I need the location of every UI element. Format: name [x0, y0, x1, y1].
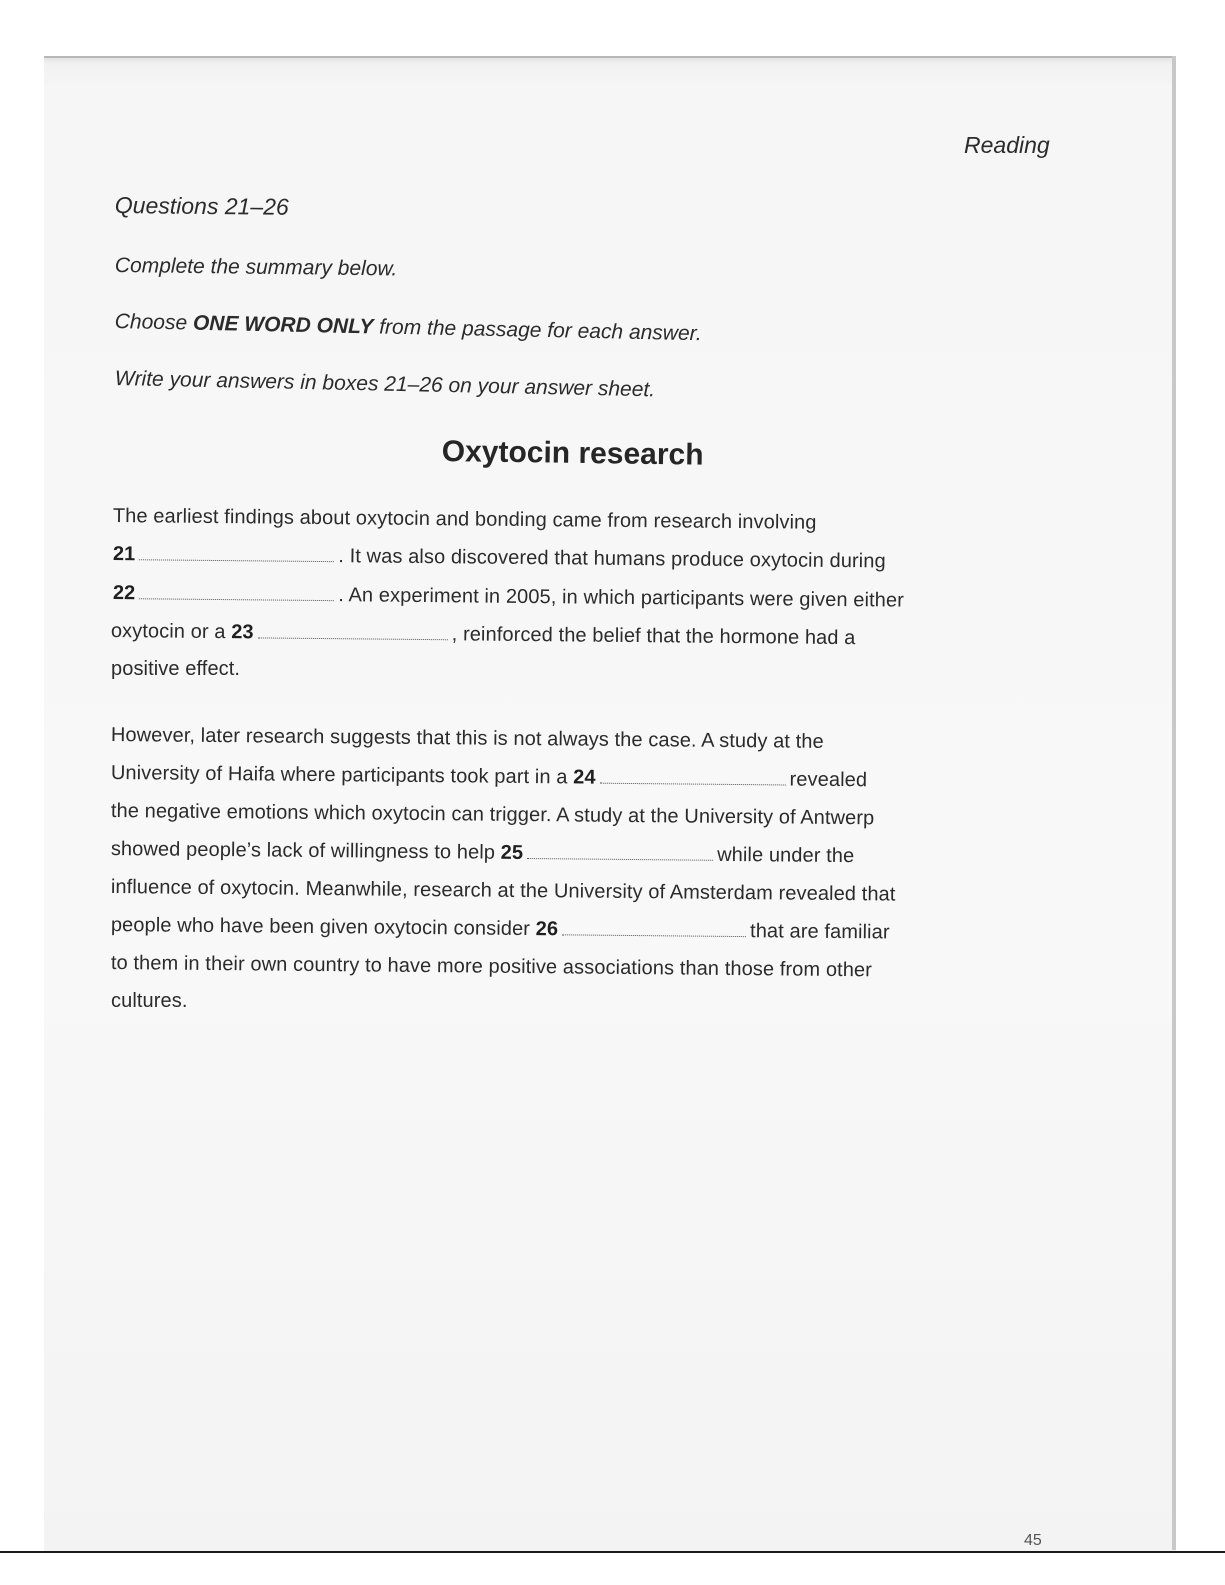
p2-line4-pre: showed people’s lack of willingness to help — [110, 838, 501, 864]
answer-blank-21[interactable] — [139, 545, 334, 562]
gap-number-25: 25 — [500, 841, 524, 864]
gap-number-22: 22 — [112, 582, 136, 605]
instruction-choose-prefix: Choose — [114, 310, 194, 335]
instruction-choose-suffix: from the passage for each answer. — [373, 315, 702, 346]
gap-number-21: 21 — [112, 543, 136, 566]
p2-line5: influence of oxytocin. Meanwhile, research at the University of Amsterdam revealed that — [110, 876, 896, 906]
p1-line3-rest: . An experiment in 2005, in which participants were given either — [338, 584, 905, 612]
p2-line8: cultures. — [111, 990, 188, 1012]
gap-number-26: 26 — [535, 918, 559, 941]
p2-line4-rest: while under the — [717, 843, 855, 868]
instruction-write: Write your answers in boxes 21–26 on your answer sheet. — [114, 367, 656, 402]
bottom-divider — [0, 1551, 1225, 1553]
instruction-choose-bold: ONE WORD ONLY — [192, 311, 374, 339]
p2-line2-rest: revealed — [789, 768, 868, 792]
page-number: 45 — [1024, 1532, 1042, 1549]
answer-blank-26[interactable] — [562, 920, 746, 937]
p1-line4-rest: , reinforced the belief that the hormone had a — [451, 623, 856, 650]
p2-line7: to them in their own country to have more positive associations than those from other — [110, 952, 873, 982]
gap-number-23: 23 — [231, 621, 254, 644]
answer-blank-25[interactable] — [527, 844, 713, 861]
page-edge-shadow — [1172, 56, 1176, 1550]
answer-blank-23[interactable] — [258, 623, 448, 640]
p2-line6-rest: that are familiar — [750, 920, 890, 944]
questions-label: Questions 21–26 — [114, 192, 289, 220]
instruction-complete: Complete the summary below. — [114, 254, 398, 281]
p2-line1: However, later research suggests that this is not always the case. A study at the — [110, 724, 824, 753]
p2-line2-pre: University of Haifa where participants took part in a — [110, 762, 574, 789]
summary-title: Oxytocin research — [441, 435, 704, 472]
p2-line6-pre: people who have been given oxytocin consider — [110, 914, 536, 941]
section-header: Reading — [964, 132, 1050, 158]
p2-line3: the negative emotions which oxytocin can trigger. A study at the University of Antwerp — [110, 800, 875, 830]
p1-line2-rest: . It was also discovered that humans produce oxytocin during — [338, 545, 886, 573]
p1-line1: The earliest findings about oxytocin and bonding came from research involving — [112, 505, 817, 534]
answer-blank-24[interactable] — [600, 769, 786, 786]
p1-line5: positive effect. — [111, 658, 241, 680]
p1-line4-pre: oxytocin or a — [110, 620, 232, 644]
answer-blank-22[interactable] — [139, 584, 334, 601]
gap-number-24: 24 — [573, 766, 596, 789]
